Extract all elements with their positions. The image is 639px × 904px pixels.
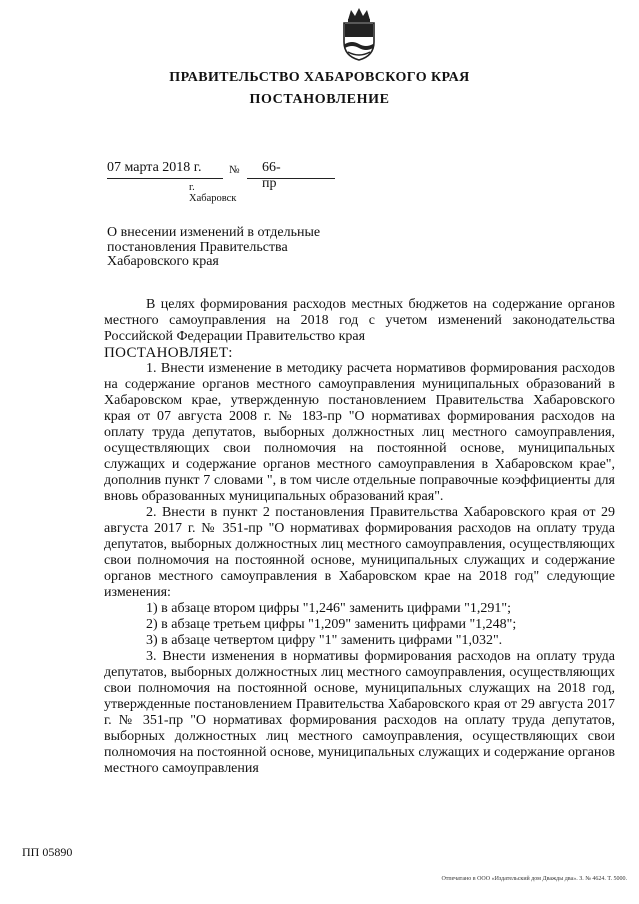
item-2-subitem-3: 3) в абзаце четвертом цифру "1" заменить цифрами "1,032". <box>146 633 503 648</box>
document-city: г. Хабаровск <box>189 182 237 204</box>
document-number: 66-пр <box>262 160 281 191</box>
document-subject: О внесении изменений в отдельные постановления Правительства Хабаровского края <box>107 225 321 269</box>
item-2-subitem-1: 1) в абзаце втором цифры "1,246" заменить цифрами "1,291"; <box>146 601 511 616</box>
printer-imprint: Отпечатано в ООО «Издательский дом Дважды два». З. № 4624. Т. 5000. <box>441 876 627 882</box>
number-sign: № <box>229 164 240 176</box>
item-2-subitem-2: 2) в абзаце третьем цифры "1,209" заменить цифрами "1,248"; <box>146 617 517 632</box>
item-3-paragraph: 3. Внести изменения в нормативы формирования расходов на оплату труда депутатов, выборных должностных лиц местного самоуправления, осуществляющих свои полномочия на постоянной основе, муниципальных служащих на 2018 год, утвержденные постановлением Правительства Хабаровского края от 29 августа 2017 г. № 351-пр "О нормативах формирования расходов на оплату труда депутатов, выборных должностных лиц местного самоуправления, осуществляющих свои полномочия на постоянной основе, муниципальных служащих и содержание органов местного самоуправления <box>104 649 615 776</box>
government-title: ПРАВИТЕЛЬСТВО ХАБАРОВСКОГО КРАЯ <box>169 70 470 85</box>
preamble-paragraph: В целях формирования расходов местных бюджетов на содержание органов местного самоуправления на 2018 год с учетом изменений законодательства Российской Федерации Правительство края <box>104 297 615 344</box>
khabarovsk-coat-of-arms-icon <box>336 6 382 62</box>
item-1-paragraph: 1. Внести изменение в методику расчета нормативов формирования расходов на содержание органов местного самоуправления муниципальных образований в Хабаровском крае, утвержденную постановлением Правительства Хабаровского края от 07 августа 2008 г. № 183-пр "О нормативах формирования расходов на оплату труда депутатов, выборных должностных лиц местного самоуправления, осуществляющих свои полномочия на постоянной основе, муниципальных служащих и содержание органов местного самоуправления в Хабаровском крае", дополнив пункт 7 словами ", в том числе отдельные поправочные коэффициенты для вновь образованных муниципальных образований края". <box>104 361 615 504</box>
document-type: ПОСТАНОВЛЕНИЕ <box>249 92 390 107</box>
decree-word: ПОСТАНОВЛЯЕТ: <box>104 345 233 361</box>
item-2-paragraph: 2. Внести в пункт 2 постановления Правительства Хабаровского края от 29 августа 2017 г. № 351-пр "О нормативах формирования расходов на оплату труда депутатов, выборных должностных лиц местного самоуправления, осуществляющих свои полномочия на постоянной основе, муниципальных служащих и содержание органов местного самоуправления в Хабаровском крае на 2018 год" следующие изменения: <box>104 505 615 600</box>
date-underline <box>107 178 223 179</box>
document-date: 07 марта 2018 г. <box>107 160 202 175</box>
number-underline <box>247 178 335 179</box>
document-body <box>104 297 615 777</box>
footer-code: ПП 05890 <box>22 845 73 859</box>
